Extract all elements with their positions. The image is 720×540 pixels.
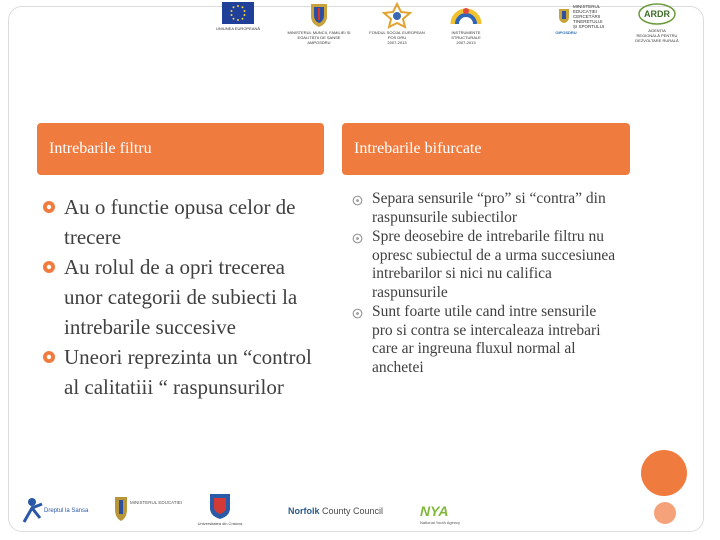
university-craiova-logo [196,492,244,531]
norfolk-label: Norfolk [288,506,320,516]
list-item-text: Separa sensurile “pro” si “contra” din raspunsurile subiectilor [372,190,606,226]
list-item-text: Sunt foarte utile cand intre sensurile pro si contra se intercaleaza intrebari care ar ingreuna fluxul normal al anchetei [372,303,601,376]
gear-bullet-icon [42,350,56,364]
list-item [352,190,620,227]
decorative-circle-large [641,450,687,496]
logo-caption: MINISTERUL MUNCII, FAMILIEI ȘI EGALITĂȚII DE ȘANSE AMPOSDRU [287,30,351,45]
logo-caption: MINISTERUL EDUCAȚIEI CERCETĂRII TINERETULUI ȘI SPORTULUI [573,4,605,29]
nya-label: National Youth Agency [420,520,461,525]
dreptul-label: Dreptul la Sansa [44,508,89,514]
list-item-text: Spre deosebire de intrebarile filtru nu opresc subiectul de a urma succesiunea intrebarilor si nici nu califica raspunsurile [372,228,616,301]
list-item-text: Au rolul de a opri trecerea unor categorii de subiecti la intrebarile succesive [64,255,298,339]
logo-caption: AGENȚIA REGIONALĂ PENTRU DEZVOLTARE RURALĂ [635,28,679,43]
list-item [42,252,322,342]
nya-mark-icon [418,500,474,528]
left-column-header: Intrebarile filtru [37,123,324,175]
structural-instruments-icon [449,2,483,28]
list-item [42,342,322,402]
gear-bullet-icon [42,200,56,214]
ministry-crest-icon [113,494,183,524]
instrumente-structurale-logo [438,2,494,45]
ministry-coat-of-arms-logo [284,2,354,45]
right-bullet-list [352,190,620,377]
eu-flag-icon [222,2,254,24]
gear-bullet-icon [352,195,363,206]
university-label: Universitatea din Craiova [197,521,243,526]
logo-caption: UNIUNEA EUROPEANĂ [215,26,260,31]
nya-logo [418,500,474,533]
list-item-text: Uneori reprezinta un “control al calitatiii “ raspunsurilor [64,345,312,399]
gear-bullet-icon [352,308,363,319]
list-item-text: Au o functie opusa celor de trecere [64,195,296,249]
county-council-label: County Council [319,506,384,516]
svg-text:NYA: NYA [420,503,449,519]
logo-caption: OIPOSDRU [555,30,577,35]
logo-caption: INSTRUMENTE STRUCTURALE 2007-2013 [451,30,481,45]
fse-star-icon [380,2,414,28]
top-logo-strip [212,0,692,58]
list-item [352,228,620,302]
gear-bullet-icon [42,260,56,274]
right-column-header: Intrebarile bifurcate [342,123,630,175]
crest-icon [558,8,570,24]
norfolk-county-council-logo [288,506,383,516]
ardr-logo [628,2,686,43]
svg-text:ARDR: ARDR [644,9,670,19]
list-item [352,303,620,377]
dreptul-la-sansa-logo [18,494,89,531]
university-shield-icon [196,492,244,526]
coat-of-arms-icon [309,2,329,28]
decorative-circle-small [654,502,676,524]
logo-caption: FONDUL SOCIAL EUROPEAN POS DRU 2007-2013 [369,30,425,45]
gear-bullet-icon [352,233,363,244]
eu-flag-logo [212,2,264,31]
left-bullet-list [42,192,322,402]
ardr-mark-icon [637,2,677,26]
fse-logo [362,2,432,45]
bottom-logo-strip [18,492,478,532]
list-item [42,192,322,252]
ministry-education-logo [558,2,618,29]
ministry-label: MINISTERUL EDUCATIEI [130,500,183,505]
ministry-education-bottom-logo [113,494,183,529]
dreptul-figure-icon [18,494,89,526]
oiposdru-logo [542,28,590,35]
